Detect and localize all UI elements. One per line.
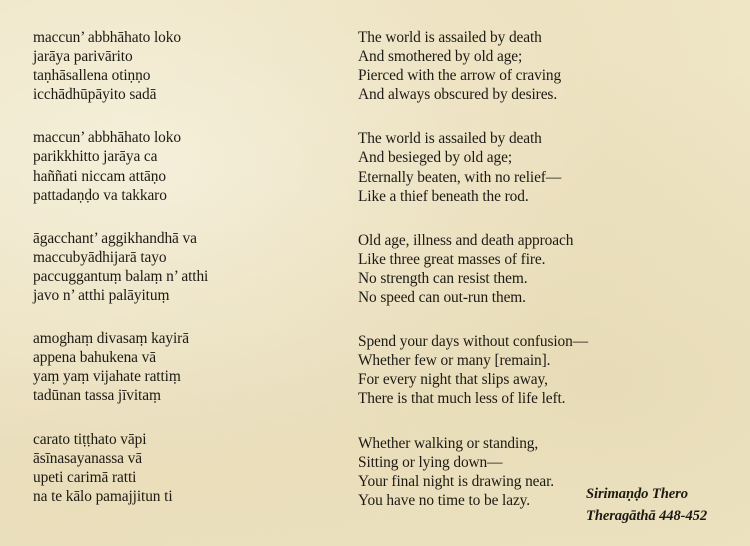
pali-line: upeti carimā ratti: [33, 468, 137, 486]
pali-stanza-5: [33, 430, 333, 506]
pali-line: amoghaṃ divasaṃ kayirā: [33, 330, 189, 348]
pali-line: javo n’ atthi palāyituṃ: [33, 287, 170, 305]
english-line: There is that much less of life left.: [358, 390, 566, 408]
pali-line: appena bahukena vā: [33, 349, 156, 367]
english-line: No strength can resist them.: [358, 269, 528, 287]
pali-line: paccuggantuṃ balaṃ n’ atthi: [33, 267, 209, 285]
english-line: Whether walking or standing,: [358, 434, 539, 452]
english-stanza-1: [358, 28, 728, 104]
pali-line: āsīnasayanassa vā: [33, 449, 142, 467]
attribution-source: Theragāthā 448-452: [586, 508, 708, 524]
pali-line: carato tiṭṭhato vāpi: [33, 430, 147, 448]
english-line: And always obscured by desires.: [358, 86, 558, 104]
pali-line: pattadaṇḍo va takkaro: [33, 186, 167, 204]
pali-line: taṇhāsallena otiṇṇo: [33, 67, 151, 85]
pali-line: maccun’ abbhāhato loko: [33, 129, 181, 147]
pali-stanza-2: [33, 128, 333, 204]
english-line: Whether few or many [remain].: [358, 352, 551, 370]
pali-line: jarāya parivārito: [33, 48, 133, 66]
english-line: Your final night is drawing near.: [358, 472, 555, 490]
pali-line: na te kālo pamajjitun ti: [33, 487, 173, 505]
english-stanza-3: [358, 231, 728, 307]
pali-column: [33, 28, 333, 530]
english-stanza-2: [358, 129, 728, 205]
pali-line: icchādhūpāyito sadā: [33, 86, 157, 104]
english-line: Pierced with the arrow of craving: [358, 67, 562, 85]
english-line: Old age, illness and death approach: [358, 231, 574, 249]
pali-line: maccun’ abbhāhato loko: [33, 29, 181, 46]
pali-stanza-4: [33, 329, 333, 405]
attribution-author: Sirimaṇḍo Thero: [586, 486, 688, 502]
english-line: Like a thief beneath the rod.: [358, 187, 529, 205]
english-line: And besieged by old age;: [358, 149, 513, 167]
english-line: You have no time to be lazy.: [358, 491, 531, 509]
english-line: For every night that slips away,: [358, 371, 548, 389]
attribution: [586, 483, 707, 527]
english-column: [358, 28, 728, 535]
pali-line: yaṃ yaṃ vijahate rattiṃ: [33, 368, 181, 386]
pali-line: tadūnan tassa jīvitaṃ: [33, 387, 161, 405]
english-line: The world is assailed by death: [358, 130, 542, 148]
pali-stanza-3: [33, 229, 333, 305]
english-line: Spend your days without confusion—: [358, 333, 589, 351]
pali-line: maccubyādhijarā tayo: [33, 248, 167, 266]
english-stanza-4: [358, 332, 728, 408]
pali-stanza-1: [33, 28, 333, 104]
english-line: No speed can out-run them.: [358, 289, 526, 307]
pali-line: haññati niccam attāṇo: [33, 167, 166, 185]
pali-line: āgacchant’ aggikhandhā va: [33, 229, 197, 247]
english-line: Like three great masses of fire.: [358, 250, 546, 268]
english-line: Sitting or lying down—: [358, 453, 503, 471]
english-line: Eternally beaten, with no relief—: [358, 168, 562, 186]
english-line: And smothered by old age;: [358, 48, 523, 66]
pali-line: parikkhitto jarāya ca: [33, 148, 158, 166]
english-line: The world is assailed by death: [358, 29, 542, 46]
